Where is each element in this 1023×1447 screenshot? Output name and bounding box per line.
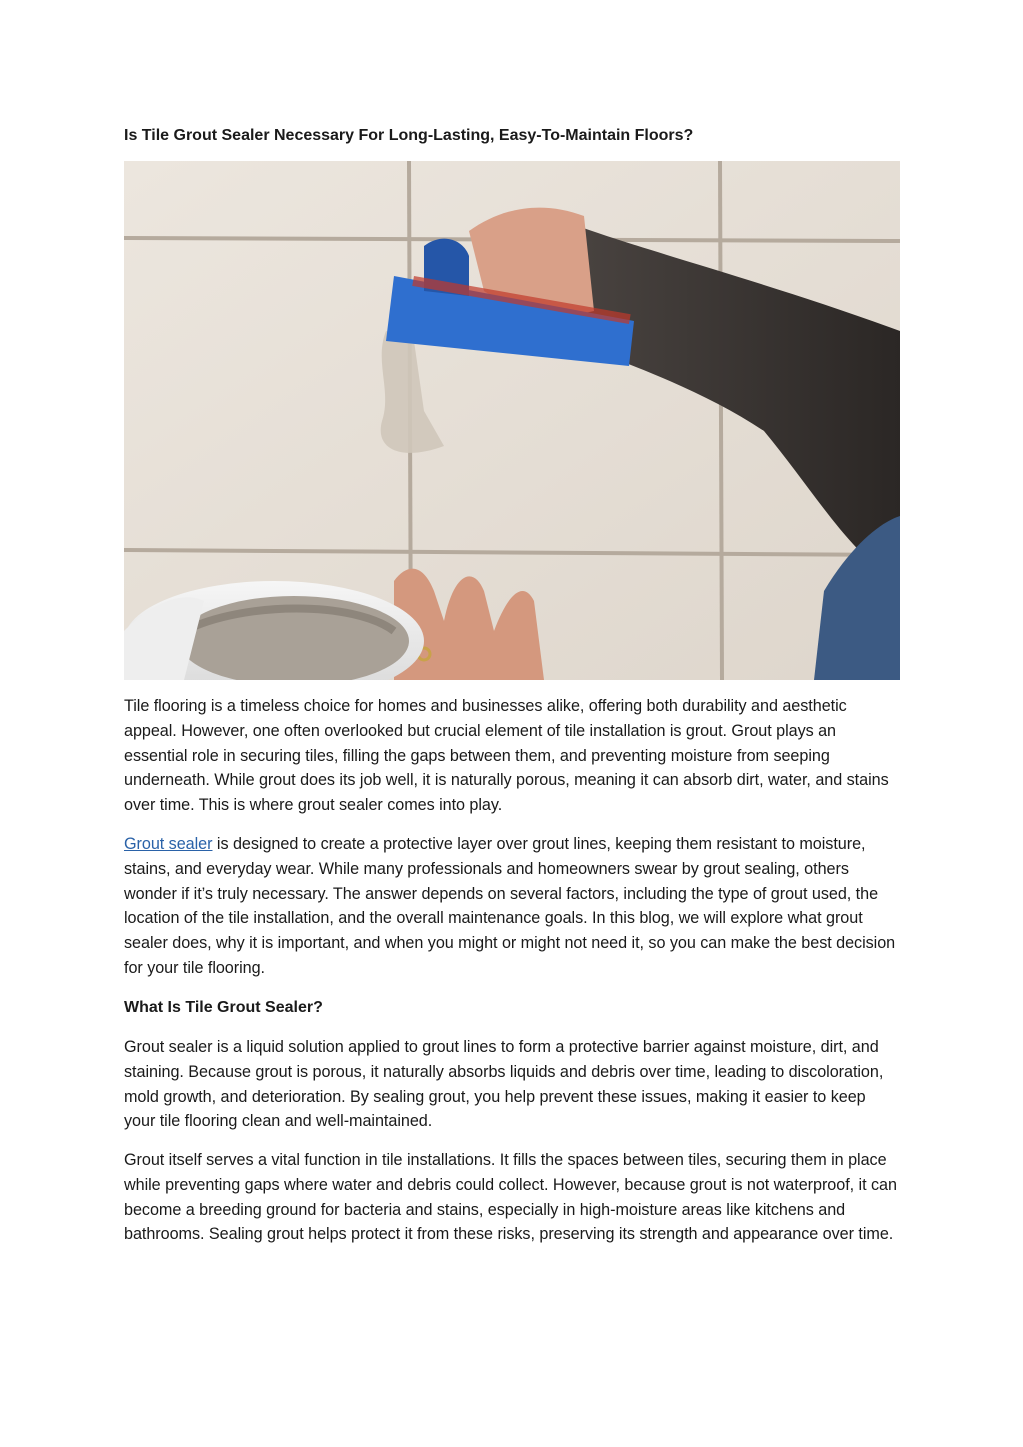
grout-sealer-paragraph [124,832,900,981]
definition-paragraph: Grout sealer is a liquid solution applied to grout lines to form a protective barrier against moisture, dirt, and staining. Because grout is porous, it naturally absorbs liquids and debris over time, leading to discoloration, mold growth, and deterioration. By sealing grout, you help prevent these issues, making it easier to keep your tile flooring clean and well-maintained. [124,1038,884,1131]
section-heading: What Is Tile Grout Sealer? [124,999,323,1016]
grout-sealer-paragraph-text: is designed to create a protective layer over grout lines, keeping them resistant to moisture, stains, and everyday wear. While many professionals and homeowners swear by grout sealing, others wonder if it’s truly necessary. The answer depends on several factors, including the type of grout used, the location of the tile installation, and the overall maintenance goals. In this blog, we will explore what grout sealer does, why it is important, and when you might or might not need it, so you can make the best decision for your tile flooring. [124,835,896,977]
function-paragraph: Grout itself serves a vital function in tile installations. It fills the spaces between tiles, securing them in place while preventing gaps where water and debris could collect. However, because grout is not waterproof, it can become a breeding ground for bacteria and stains, especially in high-moisture areas like kitchens and bathrooms. Sealing grout helps protect it from these risks, preserving its strength and appearance over time. [124,1151,897,1244]
hero-image-grouting-tiles [124,161,900,680]
grout-sealer-link[interactable]: Grout sealer [124,835,213,853]
article-title: Is Tile Grout Sealer Necessary For Long-Lasting, Easy-To-Maintain Floors? [124,127,694,144]
intro-paragraph: Tile flooring is a timeless choice for homes and businesses alike, offering both durability and aesthetic appeal. However, one often overlooked but crucial element of tile installation is grout. Grout plays an essential role in securing tiles, filling the gaps between them, and preventing moisture from seeping underneath. While grout does its job well, it is naturally porous, meaning it can absorb dirt, water, and stains over time. This is where grout sealer comes into play. [124,697,889,815]
